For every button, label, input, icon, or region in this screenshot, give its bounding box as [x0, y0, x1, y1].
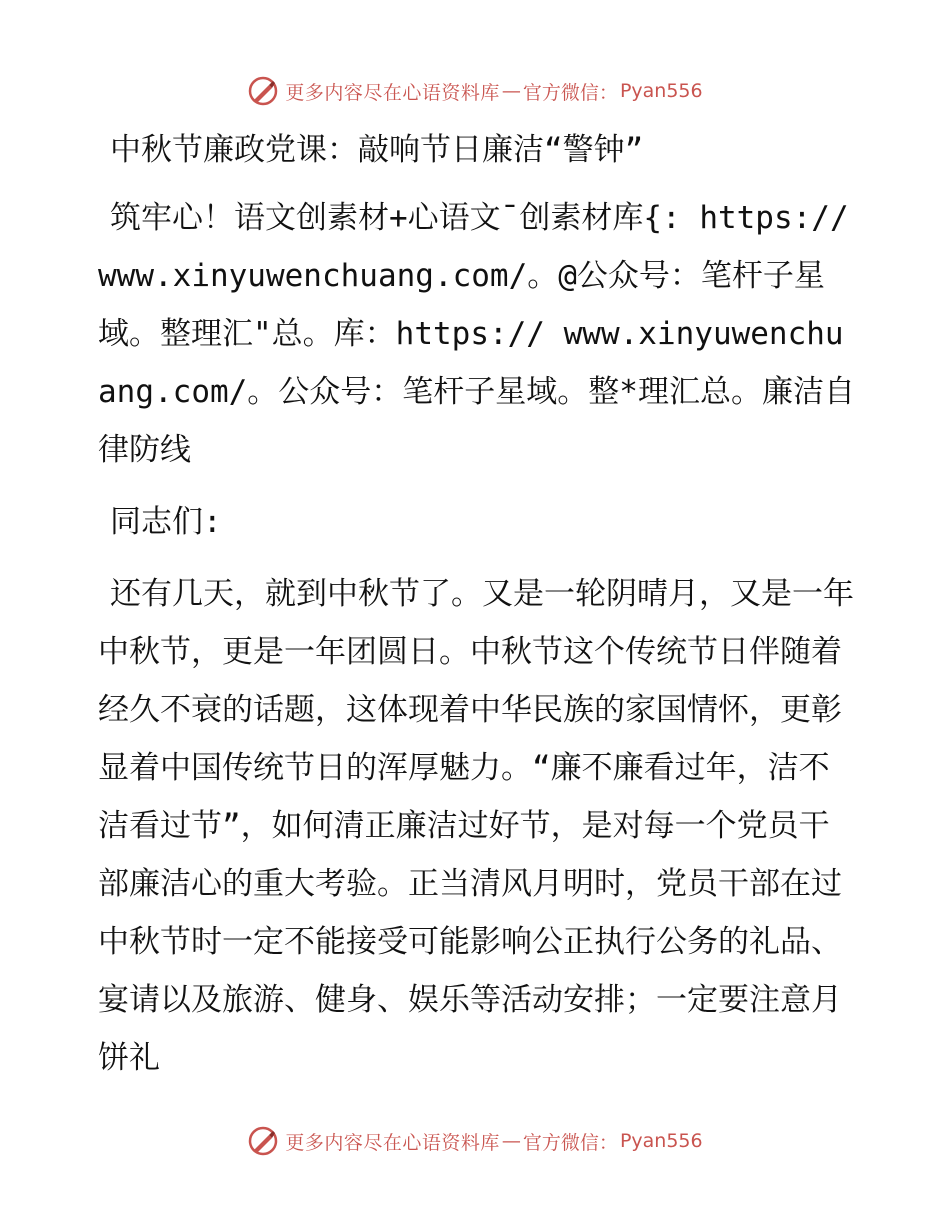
pen-logo-icon	[247, 1125, 279, 1157]
pen-logo-icon	[247, 75, 279, 107]
watermark-main-text: 更多内容尽在心语资料库	[285, 81, 500, 104]
footer-watermark	[0, 1121, 950, 1161]
greeting-paragraph: 同志们:	[110, 504, 222, 540]
watermark-wechat-label: 官方微信：	[522, 81, 618, 104]
watermark-wechat-label: 官方微信：	[522, 1131, 618, 1154]
document-body	[98, 121, 858, 1087]
intro-paragraph: 筑牢心！语文创素材+心语文¯创素材库{: https://www.xinyuwenchuang.com/。@公众号：笔杆子星域。整理汇"总。库：https:// www.xinyuwenchuang.com/。公众号：笔杆子星域。整*理汇总。廉洁自律防线	[98, 200, 855, 468]
watermark-main-text: 更多内容尽在心语资料库	[285, 1131, 500, 1154]
body-paragraph: 还有几天，就到中秋节了。又是一轮阴晴月，又是一年中秋节，更是一年团圆日。中秋节这个传统节日伴随着经久不衰的话题，这体现着中华民族的家国情怀，更彰显着中国传统节日的浑厚魅力。“廉不廉看过年，洁不洁看过节”，如何清正廉洁过好节，是对每一个党员干部廉洁心的重大考验。正当清风月明时，党员干部在过中秋节时一定不能接受可能影响公正执行公务的礼品、宴请以及旅游、健身、娱乐等活动安排；一定要注意月饼礼	[98, 576, 854, 1076]
document-title: 中秋节廉政党课：敲响节日廉洁“警钟”	[110, 132, 644, 168]
header-watermark	[0, 71, 950, 111]
watermark-wechat-id: Pyan556	[619, 80, 703, 102]
watermark-dash: —	[501, 1130, 521, 1152]
watermark-dash: —	[501, 80, 521, 102]
watermark-wechat-id: Pyan556	[619, 1130, 703, 1152]
